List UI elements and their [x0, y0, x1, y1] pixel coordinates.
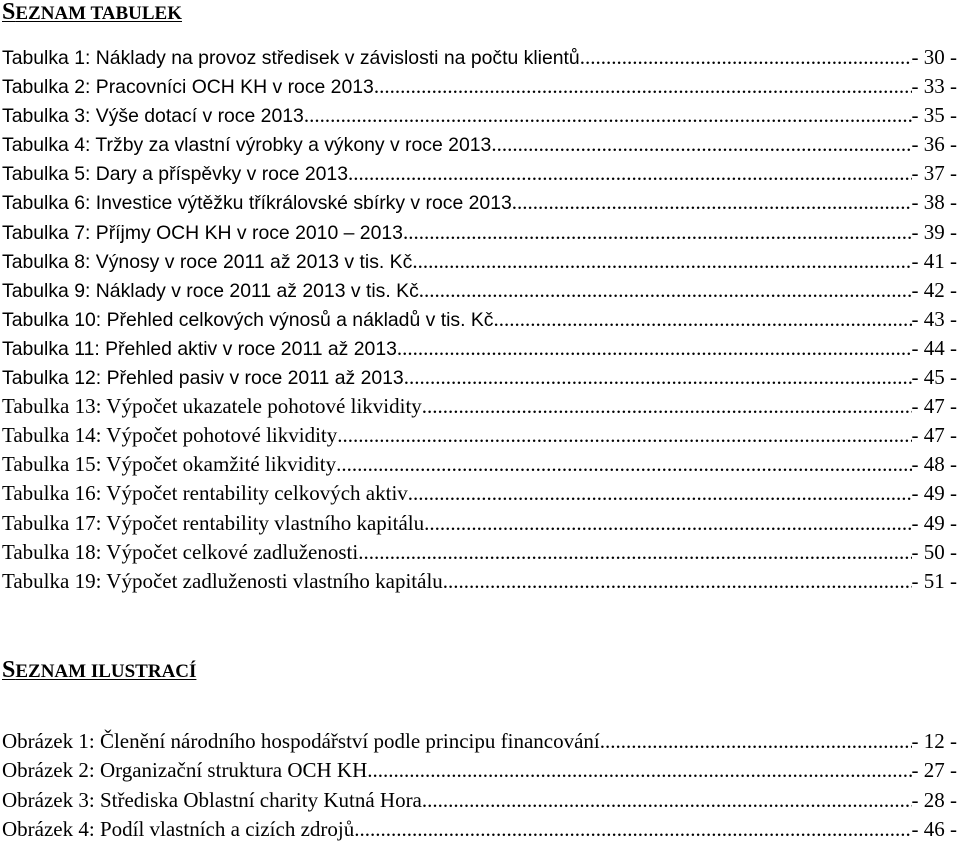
table-entry-3[interactable]	[2, 101, 957, 130]
table-entry-13[interactable]	[2, 392, 957, 421]
entry-title: Tabulka 15: Výpočet okamžité likvidity	[2, 452, 337, 477]
entry-title: Tabulka 1: Náklady na provoz středisek v závislosti na počtu klientů	[2, 47, 580, 69]
entry-page-number: - 49 -	[911, 510, 957, 535]
dot-leader	[367, 756, 911, 785]
illustration-entry-1[interactable]	[2, 727, 957, 756]
heading-rest: EZNAM TABULEK	[15, 3, 182, 24]
entry-page-number: - 41 -	[911, 248, 957, 273]
entry-page-number: - 37 -	[911, 161, 957, 186]
dot-leader	[580, 43, 912, 72]
dot-leader	[600, 727, 912, 756]
entry-page-number: - 28 -	[911, 787, 957, 812]
dot-leader	[494, 305, 912, 334]
dot-leader	[412, 247, 911, 276]
entry-title: Tabulka 4: Tržby za vlastní výrobky a výkony v roce 2013	[2, 134, 492, 157]
table-entry-5[interactable]	[2, 159, 957, 188]
entry-title: Tabulka 8: Výnosy v roce 2011 až 2013 v tis. Kč	[2, 250, 413, 273]
entry-title: Tabulka 16: Výpočet rentability celkových aktiv	[2, 481, 408, 506]
entry-page-number: - 35 -	[911, 103, 957, 128]
table-entry-4[interactable]	[2, 130, 957, 159]
entry-title: Tabulka 19: Výpočet zadluženosti vlastního kapitálu	[2, 568, 443, 593]
entry-title: Tabulka 18: Výpočet celkové zadluženosti	[2, 539, 359, 564]
illustration-entry-3[interactable]	[2, 786, 957, 815]
entry-page-number: - 50 -	[911, 539, 957, 564]
entry-page-number: - 27 -	[911, 758, 957, 783]
dot-leader	[403, 218, 912, 247]
entry-title: Tabulka 12: Přehled pasiv v roce 2011 až 2013	[2, 367, 404, 390]
entry-page-number: - 47 -	[911, 423, 957, 448]
entry-title: Tabulka 5: Dary a příspěvky v roce 2013	[2, 163, 348, 186]
entry-title: Tabulka 3: Výše dotací v roce 2013	[2, 105, 304, 128]
dot-leader	[348, 159, 912, 188]
dot-leader	[419, 276, 912, 305]
heading-rest: EZNAM ILUSTRACÍ	[15, 661, 197, 682]
dot-leader	[422, 392, 912, 421]
entry-page-number: - 43 -	[911, 306, 957, 331]
entry-title: Tabulka 13: Výpočet ukazatele pohotové likvidity	[2, 394, 422, 419]
dot-leader	[443, 567, 912, 596]
dot-leader	[491, 130, 911, 159]
illustration-entry-2[interactable]	[2, 756, 957, 785]
dot-leader	[397, 334, 912, 363]
dot-leader	[408, 479, 912, 508]
table-entry-11[interactable]	[2, 334, 957, 363]
entry-page-number: - 47 -	[911, 394, 957, 419]
entry-title: Obrázek 1: Členění národního hospodářství podle principu financování	[2, 729, 600, 753]
entry-title: Tabulka 11: Přehled aktiv v roce 2011 až 2013	[2, 337, 397, 360]
table-entry-10[interactable]	[2, 305, 957, 334]
entry-title: Tabulka 14: Výpočet pohotové likvidity	[2, 423, 338, 448]
entry-page-number: - 39 -	[911, 219, 957, 244]
dot-leader	[424, 509, 911, 538]
table-entry-12[interactable]	[2, 363, 957, 392]
entry-title: Tabulka 7: Příjmy OCH KH v roce 2010 – 2013	[2, 221, 403, 244]
table-entry-7[interactable]	[2, 218, 957, 247]
entry-page-number: - 12 -	[911, 729, 957, 753]
table-entry-17[interactable]	[2, 509, 957, 538]
table-entry-1[interactable]	[2, 43, 957, 72]
table-entry-2[interactable]	[2, 72, 957, 101]
table-entry-15[interactable]	[2, 450, 957, 479]
heading-initial: S	[2, 0, 16, 25]
entry-page-number: - 49 -	[911, 481, 957, 506]
dot-leader	[404, 363, 912, 392]
heading-initial: S	[2, 657, 16, 683]
table-entry-8[interactable]	[2, 247, 957, 276]
entry-page-number: - 30 -	[911, 45, 957, 69]
entry-title: Tabulka 10: Přehled celkových výnosů a nákladů v tis. Kč	[2, 308, 494, 331]
entry-page-number: - 44 -	[911, 335, 957, 360]
entry-title: Obrázek 3: Střediska Oblastní charity Kutná Hora	[2, 787, 422, 812]
entry-page-number: - 38 -	[911, 190, 957, 215]
dot-leader	[304, 101, 912, 130]
dot-leader	[354, 815, 911, 844]
entry-page-number: - 33 -	[911, 74, 957, 99]
entry-page-number: - 36 -	[911, 132, 957, 157]
dot-leader	[374, 72, 912, 101]
entry-title: Obrázek 4: Podíl vlastních a cizích zdrojů	[2, 816, 355, 841]
dot-leader	[336, 450, 911, 479]
table-entry-14[interactable]	[2, 421, 957, 450]
dot-leader	[422, 786, 912, 815]
table-entry-6[interactable]	[2, 188, 957, 217]
entry-page-number: - 45 -	[911, 365, 957, 390]
entry-page-number: - 46 -	[911, 816, 957, 841]
table-entry-9[interactable]	[2, 276, 957, 305]
dot-leader	[337, 421, 911, 450]
illustrations-list	[2, 727, 957, 844]
table-entry-16[interactable]	[2, 479, 957, 508]
entry-page-number: - 48 -	[911, 452, 957, 477]
entry-title: Obrázek 2: Organizační struktura OCH KH	[2, 758, 368, 783]
entry-title: Tabulka 17: Výpočet rentability vlastního kapitálu	[2, 510, 425, 535]
entry-page-number: - 42 -	[911, 277, 957, 302]
illustration-entry-4[interactable]	[2, 815, 957, 844]
table-entry-18[interactable]	[2, 538, 957, 567]
tables-list	[2, 43, 957, 596]
table-entry-19[interactable]	[2, 567, 957, 596]
entry-title: Tabulka 2: Pracovníci OCH KH v roce 2013	[2, 76, 374, 99]
entry-title: Tabulka 9: Náklady v roce 2011 až 2013 v tis. Kč	[2, 279, 419, 302]
entry-title: Tabulka 6: Investice výtěžku tříkrálovské sbírky v roce 2013	[2, 192, 512, 215]
dot-leader	[512, 188, 912, 217]
illustrations-list-heading	[2, 658, 196, 684]
entry-page-number: - 51 -	[911, 568, 957, 593]
tables-list-heading	[2, 0, 182, 26]
dot-leader	[358, 538, 911, 567]
